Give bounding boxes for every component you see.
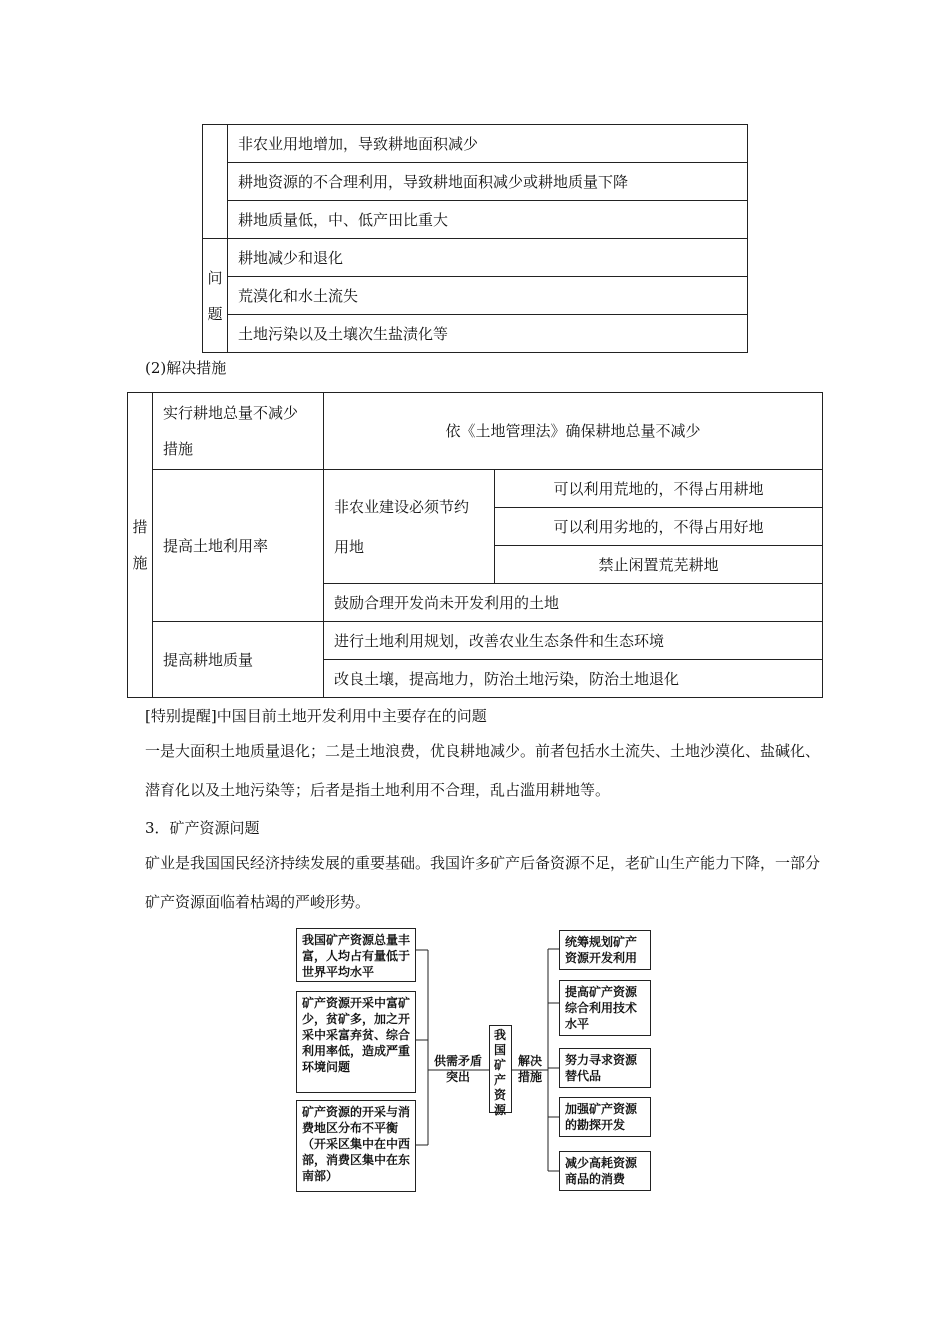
section3-body: 矿业是我国国民经济持续发展的重要基础。我国许多矿产后备资源不足，老矿山生产能力下降，一部分矿产资源面临着枯竭的严峻形势。 bbox=[145, 854, 821, 911]
causes-problems-table bbox=[202, 124, 748, 353]
measure-3-item: 进行土地利用规划，改善农业生态条件和生态环境 bbox=[324, 622, 823, 660]
measure-2-extra: 鼓励合理开发尚未开发利用的土地 bbox=[324, 584, 823, 622]
section3-title: 3．矿产资源问题 bbox=[145, 819, 260, 837]
measure-1-label: 实行耕地总量不减少 措施 bbox=[153, 393, 324, 470]
cause-cell: 耕地质量低，中、低产田比重大 bbox=[228, 201, 748, 239]
diagram-right-box: 提高矿产资源综合利用技术水平 bbox=[559, 980, 651, 1036]
diagram-left-label: 供需矛盾突出 bbox=[433, 1054, 482, 1084]
measure-2-label: 提高土地利用率 bbox=[153, 470, 324, 622]
measure-1-content: 依《土地管理法》确保耕地总量不减少 bbox=[324, 393, 823, 470]
cause-cell: 耕地资源的不合理利用，导致耕地面积减少或耕地质量下降 bbox=[228, 163, 748, 201]
section2-title: (2)解决措施 bbox=[145, 359, 227, 377]
special-note-body: 一是大面积土地质量退化；二是土地浪费，优良耕地减少。前者包括水土流失、土地沙漠化、盐碱化、潜育化以及土地污染等；后者是指土地利用不合理，乱占滥用耕地等。 bbox=[145, 742, 821, 799]
diagram-right-label: 解决措施 bbox=[517, 1054, 542, 1084]
problem-label-1: 问 bbox=[207, 268, 223, 287]
measures-side-cell bbox=[128, 393, 153, 698]
diagram-right-box: 统筹规划矿产资源开发利用 bbox=[559, 930, 651, 970]
measures-label-2: 施 bbox=[132, 554, 148, 572]
measures-label-1: 措 bbox=[132, 518, 148, 536]
diagram-right-box: 加强矿产资源的勘探开发 bbox=[559, 1097, 651, 1137]
special-note-title: [特别提醒]中国目前土地开发利用中主要存在的问题 bbox=[145, 707, 487, 725]
diagram-left-box: 我国矿产资源总量丰富，人均占有量低于世界平均水平 bbox=[296, 928, 416, 982]
measures-table bbox=[127, 392, 823, 698]
diagram-right-box: 努力寻求资源替代品 bbox=[559, 1048, 651, 1088]
diagram-left-box: 矿产资源的开采与消费地区分布不平衡（开采区集中在中西部，消费区集中在东南部） bbox=[296, 1100, 416, 1192]
measure-2-item: 禁止闲置荒芜耕地 bbox=[495, 546, 823, 584]
diagram-center-box: 我国矿产资源 bbox=[489, 1025, 512, 1113]
problem-label-2: 题 bbox=[207, 304, 223, 323]
measure-2-sub: 非农业建设必须节约 用地 bbox=[324, 470, 495, 584]
causes-side-cell bbox=[203, 125, 228, 239]
problem-cell: 荒漠化和水土流失 bbox=[228, 277, 748, 315]
mineral-resources-diagram bbox=[296, 925, 656, 1195]
diagram-left-box: 矿产资源开采中富矿少，贫矿多，加之开采中采富弃贫、综合利用率低，造成严重环境问题 bbox=[296, 991, 416, 1093]
problem-cell: 耕地减少和退化 bbox=[228, 239, 748, 277]
diagram-right-box: 减少高耗资源商品的消费 bbox=[559, 1151, 651, 1191]
problem-side-cell bbox=[203, 239, 228, 353]
measure-3-label: 提高耕地质量 bbox=[153, 622, 324, 698]
problem-cell: 土地污染以及土壤次生盐渍化等 bbox=[228, 315, 748, 353]
measure-2-item: 可以利用劣地的，不得占用好地 bbox=[495, 508, 823, 546]
cause-cell: 非农业用地增加，导致耕地面积减少 bbox=[228, 125, 748, 163]
measure-3-item: 改良土壤，提高地力，防治土地污染，防治土地退化 bbox=[324, 660, 823, 698]
measure-2-item: 可以利用荒地的，不得占用耕地 bbox=[495, 470, 823, 508]
